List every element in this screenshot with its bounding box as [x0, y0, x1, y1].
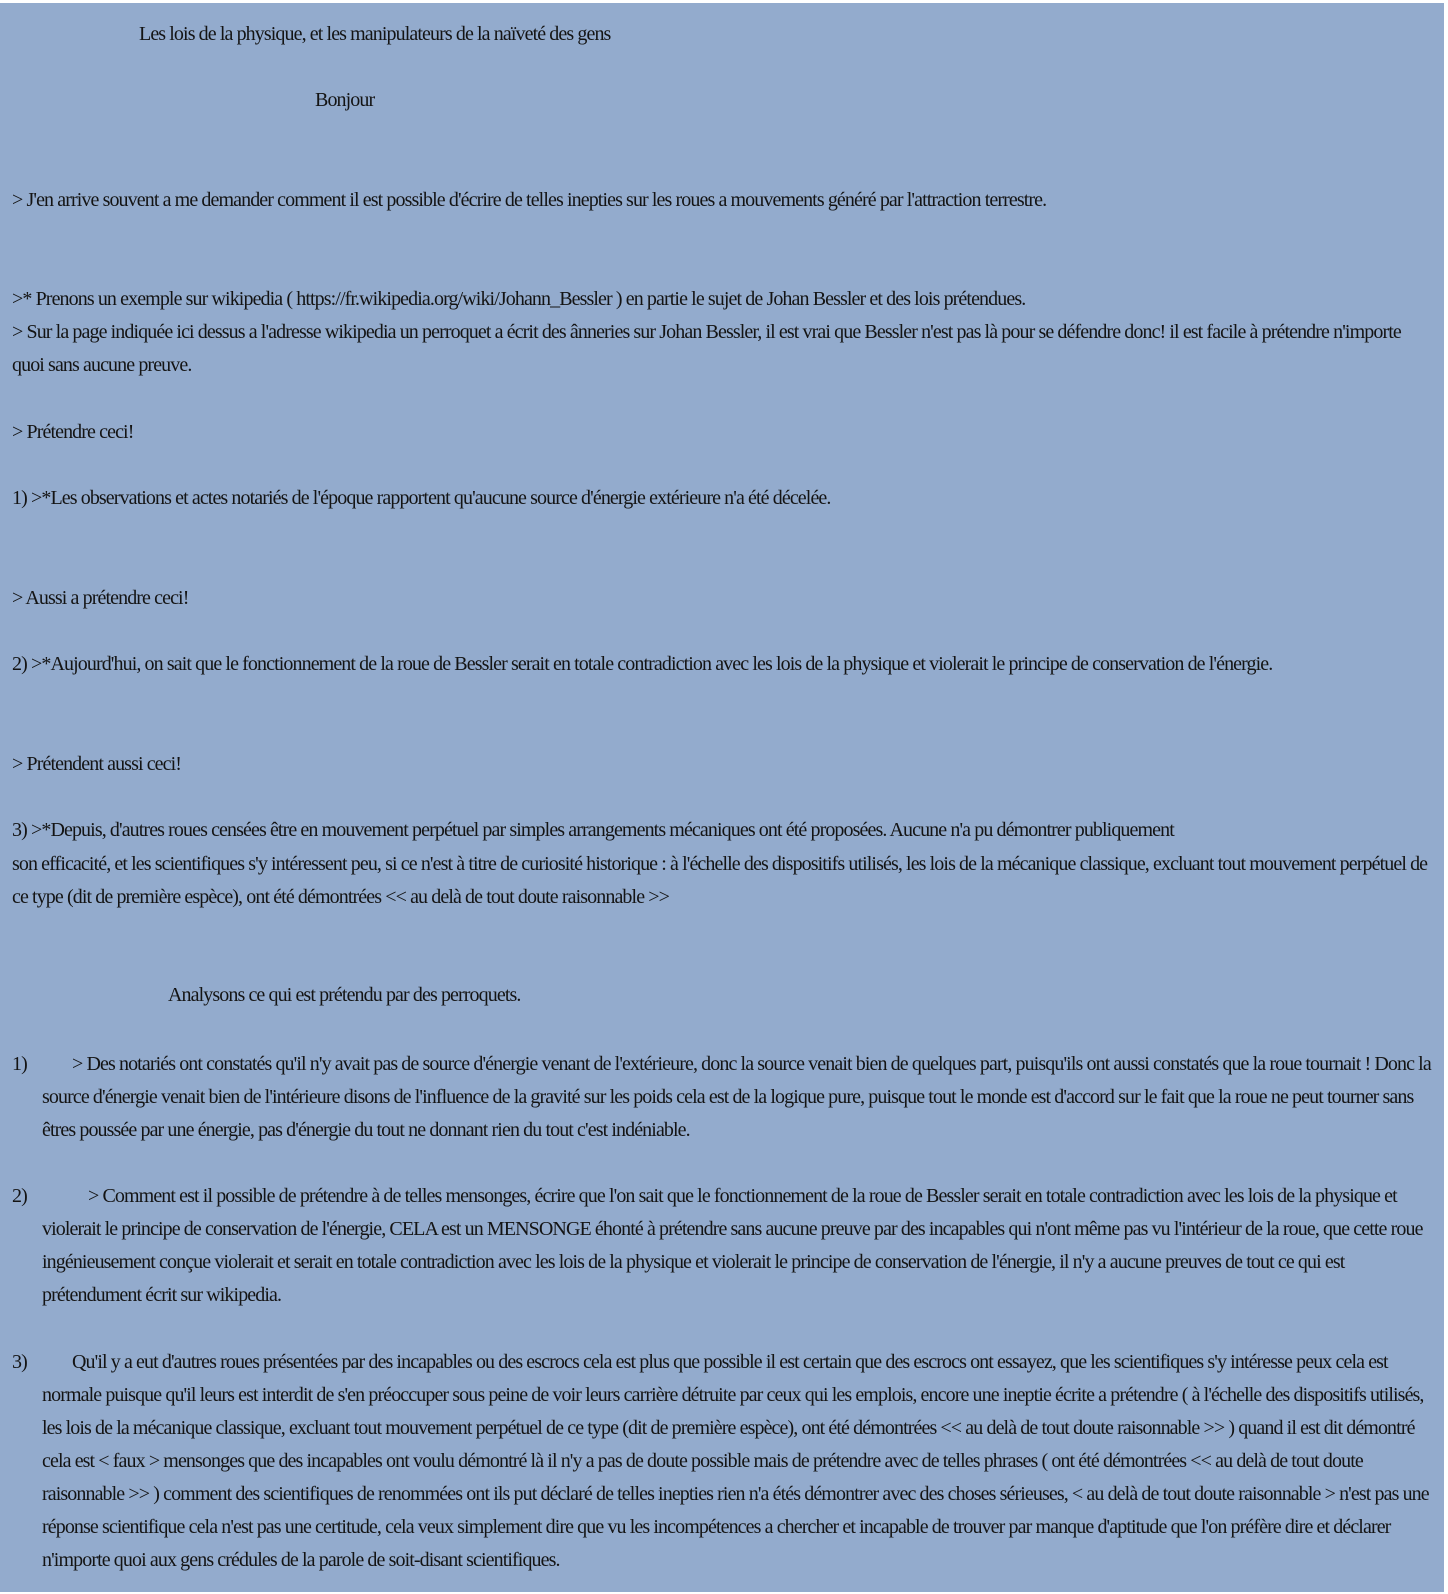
claim1: 1) >*Les observations et actes notariés de l'époque rapportent qu'aucune source d'énergie extérieure n'a été décelée.	[12, 487, 831, 509]
analysis-item-text: > Des notariés ont constatés qu'il n'y avait pas de source d'énergie venant de l'extérieure, donc la source venait bien de quelques part, puisqu'ils ont aussi constatés que la roue tournait ! Donc la source d'énergie venait bien de l'intérieure disons de l'influence de la gravité sur les poids cela est de la logique pure, puisque tout le monde est d'accord sur le fait que la roue ne peut tourner sans êtres poussée par une énergie, pas d'énergie du tout ne donnant rien du tout c'est indéniable.	[42, 1053, 1431, 1141]
analysis-item-number: 1)	[12, 1053, 27, 1075]
claim1-intro: > Prétendre ceci!	[12, 421, 134, 443]
right-border	[1444, 0, 1448, 1594]
analysis-item-number: 2)	[12, 1185, 27, 1207]
top-border	[0, 0, 1448, 3]
intro-paragraph: > J'en arrive souvent a me demander comment il est possible d'écrire de telles inepties sur les roues a mouvements généré par l'attraction terrestre.	[12, 189, 1047, 211]
document-title: Les lois de la physique, et les manipulateurs de la naïveté des gens	[139, 23, 611, 45]
greeting: Bonjour	[315, 89, 375, 111]
analysis-heading: Analysons ce qui est prétendu par des perroquets.	[168, 984, 521, 1006]
claim3-first-line: 3) >*Depuis, d'autres roues censées être en mouvement perpétuel par simples arrangements mécaniques ont été proposées. Aucune n'a pu démontrer publiquement	[12, 819, 1174, 841]
analysis-item-number: 3)	[12, 1351, 27, 1373]
analysis-item-text: Qu'il y a eut d'autres roues présentées par des incapables ou des escrocs cela est plus que possible il est certain que des escrocs ont essayez, que les scientifiques s'y intéresse peux cela est normale puisque qu'il leurs est interdit de s'en préoccuper sous peine de voir leurs carrière détruite par ceux qui les emplois, encore une ineptie écrite a prétendre ( à l'échelle des dispositifs utilisés, les lois de la mécanique classique, excluant tout mouvement perpétuel de ce type (dit de première espèce), ont été démontrées << au delà de tout doute raisonnable >> ) quand il est dit démontré cela est < faux > mensonges que des incapables ont voulu démontré là il n'y a pas de doute possible mais de prétendre avec de telles phrases ( ont été démontrées << au delà de tout doute raisonnable >> ) comment des scientifiques de renommées ont ils put déclaré de telles inepties rien n'a étés démontrer avec des choses sérieuses, < au delà de tout doute raisonnable > n'est pas une réponse scientifique cela n'est pas une certitude, cela veux simplement dire que vu les incompétences a chercher et incapable de trouver par manque d'aptitude que l'on préfère dire et déclarer n'importe quoi aux gens crédules de la parole de soit-disant scientifiques.	[42, 1351, 1429, 1571]
claim3-intro: > Prétendent aussi ceci!	[12, 753, 182, 775]
parrot-paragraph: > Sur la page indiquée ici dessus a l'adresse wikipedia un perroquet a écrit des ânneries sur Johan Bessler, il est vrai que Bessler n'est pas là pour se défendre donc! il est facile à prétendre n'importe quoi sans aucune preuve.	[12, 321, 1401, 376]
claim3-continuation: son efficacité, et les scientifiques s'y intéressent peu, si ce n'est à titre de curiosité historique : à l'échelle des dispositifs utilisés, les lois de la mécanique classique, excluant tout mouvement perpétuel de ce type (dit de première espèce), ont été démontrées << au delà de tout doute raisonnable >>	[12, 853, 1428, 908]
claim2-intro: > Aussi a prétendre ceci!	[12, 587, 189, 609]
analysis-item-text: > Comment est il possible de prétendre à de telles mensonges, écrire que l'on sait que le fonctionnement de la roue de Bessler serait en totale contradiction avec les lois de la physique et violerait le principe de conservation de l'énergie, CELA est un MENSONGE éhonté à prétendre sans aucune preuve par des incapables qui n'ont même pas vu l'intérieur de la roue, que cette roue ingénieusement conçue violerait et serait en totale contradiction avec les lois de la physique et violerait le principe de conservation de l'énergie, il n'y a aucune preuves de tout ce qui est prétendument écrit sur wikipedia.	[42, 1185, 1423, 1306]
claim2: 2) >*Aujourd'hui, on sait que le fonctionnement de la roue de Bessler serait en totale contradiction avec les lois de la physique et violerait le principe de conservation de l'énergie.	[12, 653, 1273, 675]
example-line: >* Prenons un exemple sur wikipedia ( https://fr.wikipedia.org/wiki/Johann_Bessler ) en partie le sujet de Johan Bessler et des lois prétendues.	[12, 288, 1026, 310]
